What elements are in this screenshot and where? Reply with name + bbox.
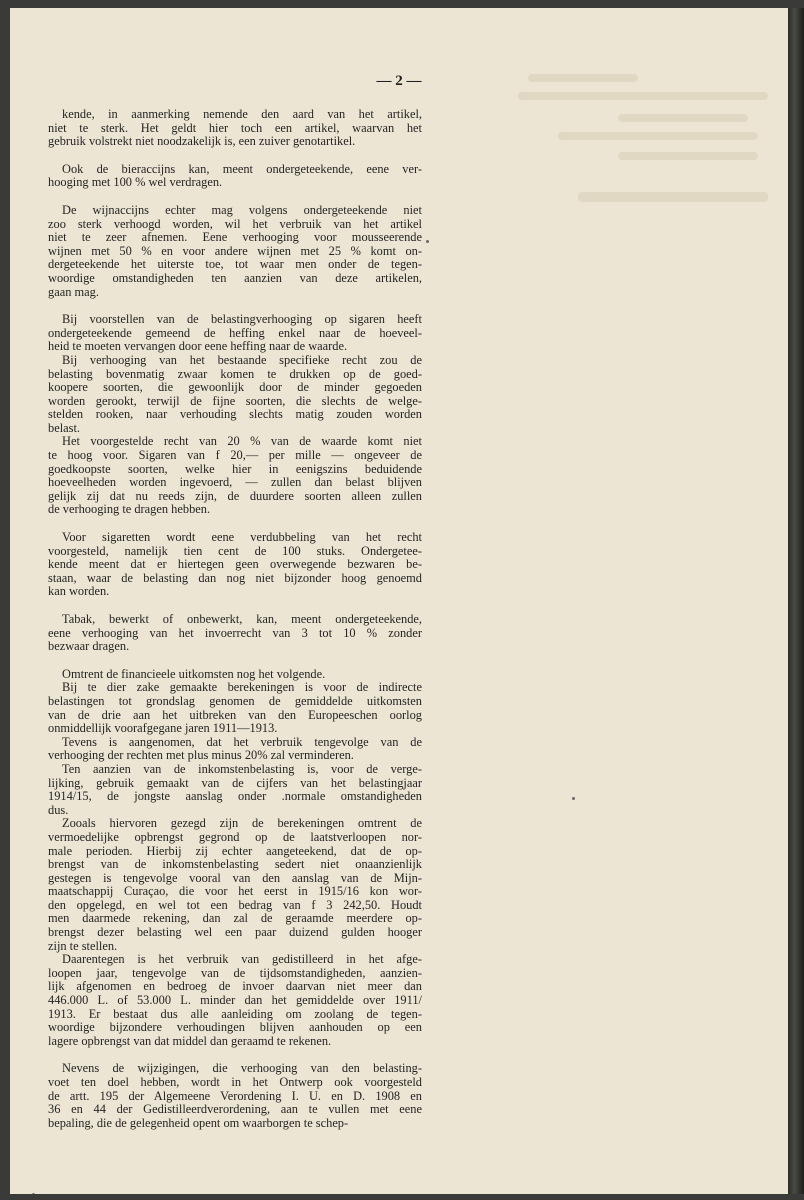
text-line: Bij te dier zake gemaakte berekeningen is voor de indirecte	[62, 680, 422, 695]
text-line: Ten aanzien van de inkomstenbelasting is, voor de verge-	[62, 761, 422, 776]
text-line: woordige bijzondere verhoudingen blijven aanhouden op een	[48, 1020, 422, 1035]
text-line: male perioden. Hierbij zij echter aangeteekend, dat de op-	[48, 843, 422, 858]
text-line: brengst dezer belasting wel een paar duizend gulden hooger	[48, 925, 422, 940]
text-line: 36 en 44 der Gedistilleerdverordening, aan te vullen met eene	[48, 1102, 422, 1117]
text-line: bezwaar dragen.	[48, 639, 130, 654]
text-line: stelden rooken, naar verhouding slechts matig zouden worden	[48, 407, 422, 422]
text-line: worden gerookt, terwijl de fijne soorten, die slechts de welge-	[48, 393, 422, 408]
text-line: 446.000 L. of 53.000 L. minder dan het gemiddelde over 1911/	[48, 993, 422, 1008]
text-line: De wijnaccijns echter mag volgens ondergeteekende niet	[62, 202, 422, 217]
paragraph	[48, 313, 422, 517]
text-line: gestegen is tengevolge vooral van den aanslag van de Mijn-	[48, 870, 422, 885]
text-line: hooging met 100 % wel verdragen.	[48, 175, 223, 190]
text-line: ondergeteekende gemeend de heffing enkel naar de hoeveel-	[48, 325, 422, 340]
text-line: 1914/15, de jongste aanslag onder .normale omstandigheden	[48, 789, 422, 804]
text-line: Bij voorstellen van de belastingverhooging op sigaren heeft	[62, 312, 422, 327]
text-line: den opgelegd, en wel tot een bedrag van f 3 242,50. Houdt	[48, 897, 422, 912]
text-line: brengst van de inkomstenbelasting sedert niet onaanzienlijk	[48, 857, 422, 872]
speck	[32, 1193, 35, 1194]
text-line: gebruik volstrekt niet noodzakelijk is, een zuiver genotartikel.	[48, 134, 356, 149]
text-line: Tevens is aangenomen, dat het verbruik tengevolge van de	[62, 734, 422, 749]
text-line: loopen jaar, tengevolge van de tijdsomstandigheden, aanzien-	[48, 965, 422, 980]
page-number: — 2 —	[376, 73, 422, 89]
text-line: gelijk zij dat nu reeds zijn, de duurdere soorten alleen zullen	[48, 488, 422, 503]
text-line: van de drie aan het uitbreken van den Europeeschen oorlog	[48, 707, 422, 722]
text-line: Nevens de wijzigingen, die verhooging van den belasting-	[62, 1061, 422, 1076]
text-line: voet ten doel hebben, wordt in het Ontwerp ook voorgesteld	[48, 1075, 422, 1089]
text-line: verhooging der rechten met plus minus 20% zal verminderen.	[48, 748, 354, 763]
text-line: belast.	[48, 420, 80, 435]
text-line: belastingen tot grondslag genomen de gemiddelde uitkomsten	[48, 693, 422, 708]
text-line: onmiddellijk voorafgegane jaren 1911—1913.	[48, 721, 278, 736]
text-line: lagere opbrengst van dat middel dan geraamd te rekenen.	[48, 1033, 332, 1048]
scanner-edge	[788, 8, 804, 1194]
text-line: dus.	[48, 802, 69, 817]
body-text	[48, 108, 422, 1144]
text-line: kende, in aanmerking nemende den aard van het artikel,	[62, 107, 422, 121]
text-line: lijking, gebruik gemaakt van de cijfers van het belastingjaar	[48, 775, 422, 790]
text-line: zoo sterk verhoogd worden, wil het verbruik van het artikel	[48, 216, 422, 231]
paragraph	[48, 613, 422, 654]
text-line: Ook de bieraccijns kan, meent ondergeteekende, eene ver-	[62, 161, 422, 176]
text-line: men daarmede rekening, dan zal de geraamde meerdere op-	[48, 911, 422, 926]
text-line: de artt. 195 der Algemeene Verordening I. U. en D. 1908 en	[48, 1088, 422, 1103]
speck	[572, 797, 575, 800]
text-line: heid te moeten vervangen door eene heffing naar de waarde.	[48, 339, 348, 354]
document-page	[10, 8, 788, 1194]
text-line: woordige omstandigheden ten aanzien van deze artikelen,	[48, 270, 422, 285]
paragraph	[48, 531, 422, 599]
text-line: Tabak, bewerkt of onbewerkt, kan, meent ondergeteekende,	[62, 612, 422, 626]
text-line: hoeveelheden worden ingevoerd, — zullen dan belast blijven	[48, 475, 422, 490]
text-line: niet te zeer afnemen. Eene verhooging voor mousseerende	[48, 230, 422, 245]
text-line: de verhooging te dragen hebben.	[48, 502, 211, 517]
text-line: 1913. Er bestaat dus alle aanleiding om zoolang de tegen-	[48, 1006, 422, 1021]
text-line: kende meent dat er hiertegen geen overwegende bezwaren be-	[48, 557, 422, 572]
text-line: wijnen met 50 % en voor andere wijnen met 25 % komt on-	[48, 243, 422, 258]
speck	[426, 240, 429, 243]
text-line: belasting bovenmatig zwaar komen te drukken op de goed-	[48, 366, 422, 381]
text-line: koopere soorten, die gewoonlijk door de minder gegoeden	[48, 380, 422, 395]
text-line: maatschappij Curaçao, die voor het eerst in 1915/16 kon wor-	[48, 884, 422, 899]
paragraph	[48, 108, 422, 149]
text-line: zijn te stellen.	[48, 938, 118, 953]
text-line: staan, waar de belasting dan nog niet bijzonder hoog genoemd	[48, 570, 422, 585]
paragraph	[48, 163, 422, 190]
text-line: Voor sigaretten wordt eene verdubbeling van het recht	[62, 530, 422, 545]
text-line: Daarentegen is het verbruik van gedistilleerd in het afge-	[62, 952, 422, 967]
show-through-text	[498, 70, 788, 240]
text-line: Zooals hiervoren gezegd zijn de berekeningen omtrent de	[62, 816, 422, 831]
text-line: goedkoopste soorten, welke hier in eenigszins beduidende	[48, 461, 422, 476]
text-line: gaan mag.	[48, 284, 99, 299]
paragraph	[48, 668, 422, 1049]
text-line: Omtrent de financieele uitkomsten nog het volgende.	[62, 666, 326, 681]
paragraph	[48, 204, 422, 299]
text-line: dergeteekende het uiterste toe, tot waar men onder de tegen-	[48, 257, 422, 272]
text-line: kan worden.	[48, 584, 110, 599]
text-line: Bij verhooging van het bestaande specifieke recht zou de	[62, 352, 422, 367]
text-line: vermoedelijke opbrengst gegrond op de laatstverloopen nor-	[48, 829, 422, 844]
text-line: voorgesteld, namelijk tien cent de 100 stuks. Ondergetee-	[48, 543, 422, 558]
text-line: Het voorgestelde recht van 20 % van de waarde komt niet	[62, 434, 422, 449]
text-line: te hoog voor. Sigaren van f 20,— per mille — ongeveer de	[48, 448, 422, 463]
text-line: eene verhooging van het invoerrecht van 3 tot 10 % zonder	[48, 625, 422, 640]
text-line: niet te sterk. Het geldt hier toch een artikel, waarvan het	[48, 120, 422, 135]
text-line: lijk afgenomen en bedroeg de invoer daarvan niet meer dan	[48, 979, 422, 994]
text-line: bepaling, die de gelegenheid opent om waarborgen te schep-	[48, 1115, 349, 1130]
paragraph	[48, 1062, 422, 1130]
